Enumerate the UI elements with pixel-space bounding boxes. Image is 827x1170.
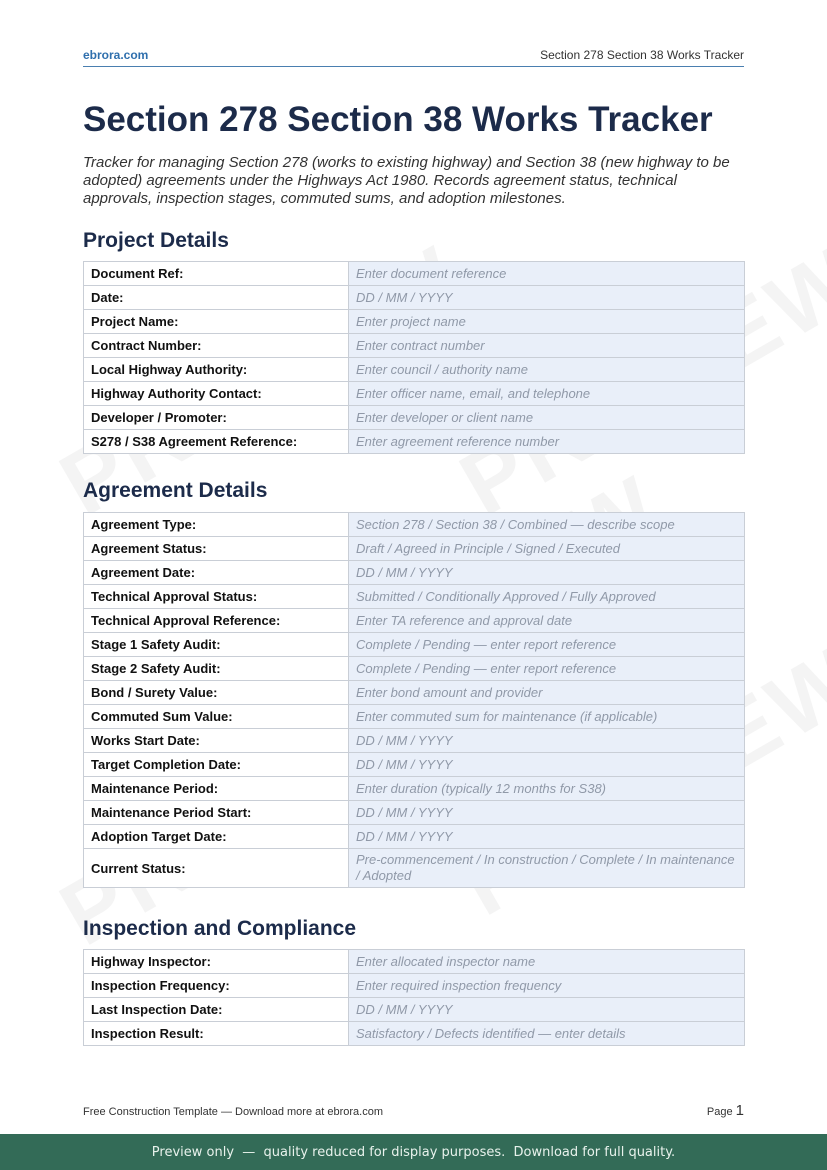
field-label: Agreement Status: xyxy=(84,537,349,561)
table-row xyxy=(84,358,745,382)
field-input[interactable]: DD / MM / YYYY xyxy=(349,825,745,849)
field-label: Target Completion Date: xyxy=(84,753,349,777)
table-row xyxy=(84,513,745,537)
field-input[interactable]: Complete / Pending — enter report reference xyxy=(349,633,745,657)
page-footer xyxy=(83,1102,744,1119)
section-heading-inspection: Inspection and Compliance xyxy=(83,917,357,940)
table-row xyxy=(84,729,745,753)
page-number: 1 xyxy=(735,1102,744,1119)
page-header xyxy=(83,48,744,67)
field-input[interactable]: Enter contract number xyxy=(349,334,745,358)
table-row xyxy=(84,950,745,974)
field-label: Stage 2 Safety Audit: xyxy=(84,657,349,681)
table-row xyxy=(84,585,745,609)
page-label: Page xyxy=(706,1106,733,1118)
table-row xyxy=(84,561,745,585)
project-details-table xyxy=(83,261,745,454)
table-row xyxy=(84,998,745,1022)
field-input[interactable]: Enter allocated inspector name xyxy=(349,950,745,974)
field-input[interactable]: Enter commuted sum for maintenance (if applicable) xyxy=(349,705,745,729)
field-label: Document Ref: xyxy=(84,262,349,286)
table-row xyxy=(84,633,745,657)
table-row xyxy=(84,406,745,430)
field-label: Inspection Frequency: xyxy=(84,974,349,998)
field-input[interactable]: Pre-commencement / In construction / Complete / In maintenance / Adopted xyxy=(349,849,745,888)
table-row xyxy=(84,382,745,406)
table-row xyxy=(84,262,745,286)
table-row xyxy=(84,334,745,358)
table-row xyxy=(84,430,745,454)
table-row xyxy=(84,681,745,705)
field-input[interactable]: Complete / Pending — enter report reference xyxy=(349,657,745,681)
field-input[interactable]: Enter TA reference and approval date xyxy=(349,609,745,633)
page-indicator xyxy=(707,1102,744,1119)
field-label: Current Status: xyxy=(84,849,349,888)
table-row xyxy=(84,825,745,849)
table-row xyxy=(84,310,745,334)
field-input[interactable]: Draft / Agreed in Principle / Signed / Executed xyxy=(349,537,745,561)
table-row xyxy=(84,801,745,825)
field-input[interactable]: DD / MM / YYYY xyxy=(349,561,745,585)
field-label: Agreement Type: xyxy=(84,513,349,537)
field-input[interactable]: Enter duration (typically 12 months for S38) xyxy=(349,777,745,801)
field-label: Stage 1 Safety Audit: xyxy=(84,633,349,657)
intro-text: Tracker for managing Section 278 (works to existing highway) and Section 38 (new highway to be adopted) agreements under the Highways Act 1980. Records agreement status, technical approvals, inspection stages, commuted sums, and adoption milestones. xyxy=(83,154,730,207)
preview-banner: Preview only — quality reduced for display purposes. Download for full quality. xyxy=(0,1134,827,1170)
table-row xyxy=(84,777,745,801)
table-row xyxy=(84,849,745,888)
section-heading-agreement-details: Agreement Details xyxy=(83,479,268,502)
table-row xyxy=(84,537,745,561)
field-label: Contract Number: xyxy=(84,334,349,358)
field-input[interactable]: Satisfactory / Defects identified — enter details xyxy=(349,1022,745,1046)
footer-text: Free Construction Template — Download more at ebrora.com xyxy=(83,1106,383,1118)
field-input[interactable]: DD / MM / YYYY xyxy=(349,753,745,777)
field-input[interactable]: DD / MM / YYYY xyxy=(349,729,745,753)
field-label: Adoption Target Date: xyxy=(84,825,349,849)
table-row xyxy=(84,753,745,777)
header-doc-title: Section 278 Section 38 Works Tracker xyxy=(540,48,744,62)
field-label: Commuted Sum Value: xyxy=(84,705,349,729)
field-label: Highway Inspector: xyxy=(84,950,349,974)
field-label: S278 / S38 Agreement Reference: xyxy=(84,430,349,454)
inspection-table xyxy=(83,949,745,1046)
field-input[interactable]: DD / MM / YYYY xyxy=(349,801,745,825)
field-label: Developer / Promoter: xyxy=(84,406,349,430)
field-label: Works Start Date: xyxy=(84,729,349,753)
field-label: Maintenance Period Start: xyxy=(84,801,349,825)
field-input[interactable]: Enter officer name, email, and telephone xyxy=(349,382,745,406)
field-input[interactable]: DD / MM / YYYY xyxy=(349,998,745,1022)
table-row xyxy=(84,657,745,681)
field-input[interactable]: Enter council / authority name xyxy=(349,358,745,382)
brand-link[interactable]: ebrora.com xyxy=(83,48,149,62)
table-row xyxy=(84,609,745,633)
field-input[interactable]: Enter agreement reference number xyxy=(349,430,745,454)
field-input[interactable]: Enter developer or client name xyxy=(349,406,745,430)
field-label: Date: xyxy=(84,286,349,310)
field-label: Highway Authority Contact: xyxy=(84,382,349,406)
section-heading-project-details: Project Details xyxy=(83,229,229,252)
field-label: Bond / Surety Value: xyxy=(84,681,349,705)
field-input[interactable]: DD / MM / YYYY xyxy=(349,286,745,310)
field-label: Project Name: xyxy=(84,310,349,334)
field-label: Maintenance Period: xyxy=(84,777,349,801)
field-input[interactable]: Enter required inspection frequency xyxy=(349,974,745,998)
field-input[interactable]: Enter document reference xyxy=(349,262,745,286)
table-row xyxy=(84,1022,745,1046)
table-row xyxy=(84,286,745,310)
field-label: Technical Approval Status: xyxy=(84,585,349,609)
table-row xyxy=(84,705,745,729)
agreement-details-table xyxy=(83,512,745,888)
field-label: Last Inspection Date: xyxy=(84,998,349,1022)
field-input[interactable]: Submitted / Conditionally Approved / Fully Approved xyxy=(349,585,745,609)
field-input[interactable]: Enter project name xyxy=(349,310,745,334)
field-label: Agreement Date: xyxy=(84,561,349,585)
field-label: Inspection Result: xyxy=(84,1022,349,1046)
field-input[interactable]: Section 278 / Section 38 / Combined — describe scope xyxy=(349,513,745,537)
page-title: Section 278 Section 38 Works Tracker xyxy=(83,100,713,139)
field-label: Technical Approval Reference: xyxy=(84,609,349,633)
table-row xyxy=(84,974,745,998)
field-input[interactable]: Enter bond amount and provider xyxy=(349,681,745,705)
field-label: Local Highway Authority: xyxy=(84,358,349,382)
